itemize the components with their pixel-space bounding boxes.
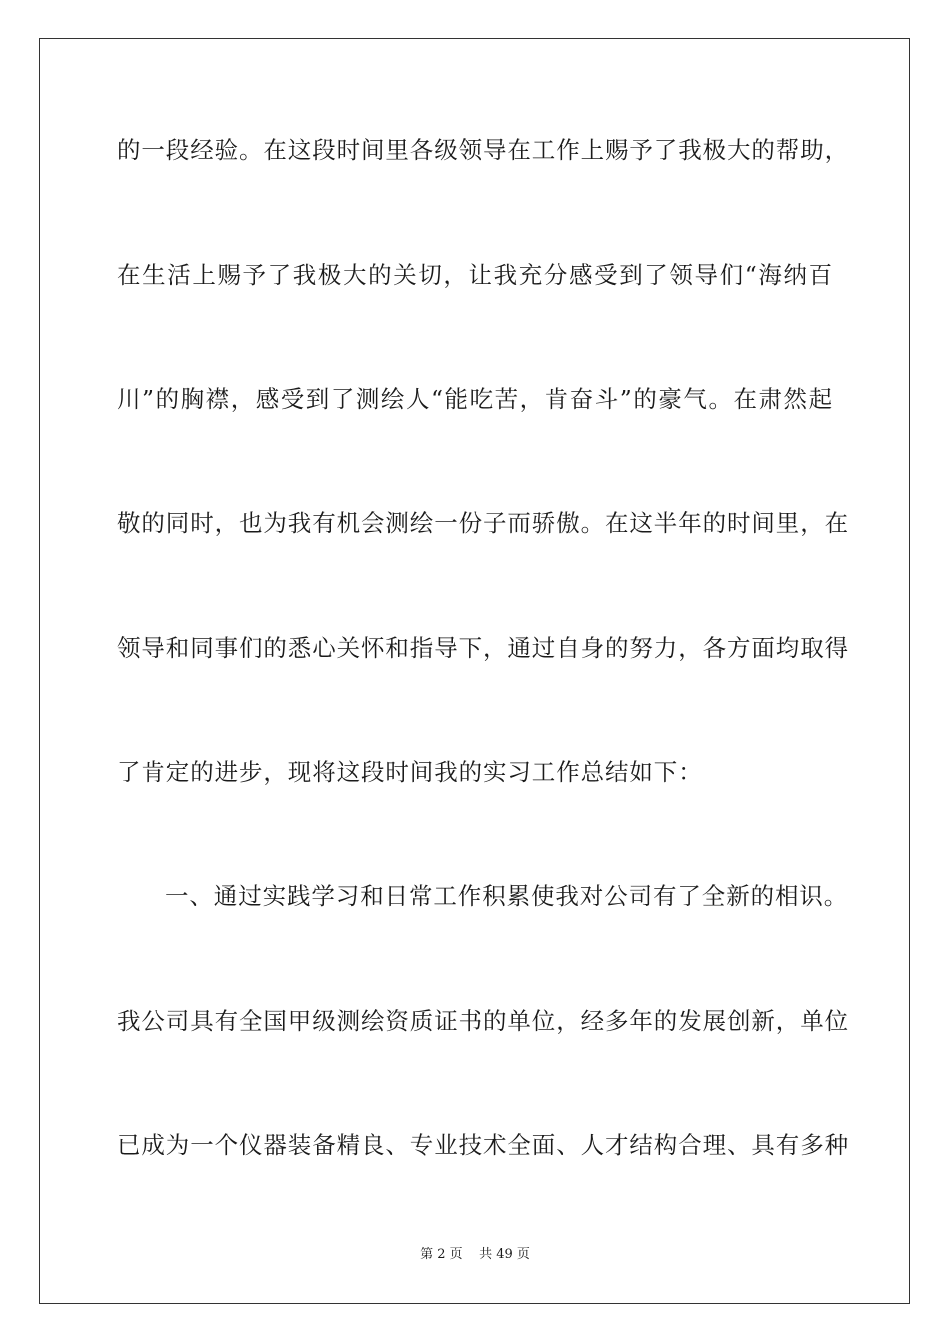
text-line-5: 领导和同事们的悉心关怀和指导下，通过自身的努力，各方面均取得 [117, 634, 849, 662]
page-number-footer: 第 2 页 共 49 页 [420, 1247, 530, 1262]
page-border [39, 38, 910, 1304]
text-line-2: 在生活上赐予了我极大的关切，让我充分感受到了领导们“海纳百 [117, 261, 833, 289]
text-line-3: 川”的胸襟，感受到了测绘人“能吃苦，肯奋斗”的豪气。在肃然起 [117, 385, 833, 413]
text-line-1: 的一段经验。在这段时间里各级领导在工作上赐予了我极大的帮助， [117, 136, 849, 164]
text-line-4: 敬的同时，也为我有机会测绘一份子而骄傲。在这半年的时间里，在 [117, 509, 849, 537]
text-line-8: 我公司具有全国甲级测绘资质证书的单位，经多年的发展创新，单位 [117, 1007, 849, 1035]
text-line-6: 了肯定的进步，现将这段时间我的实习工作总结如下： [117, 758, 703, 786]
text-line-9: 已成为一个仪器装备精良、专业技术全面、人才结构合理、具有多种 [117, 1131, 849, 1159]
section-heading-line: 一、通过实践学习和日常工作积累使我对公司有了全新的相识。 [165, 882, 849, 910]
